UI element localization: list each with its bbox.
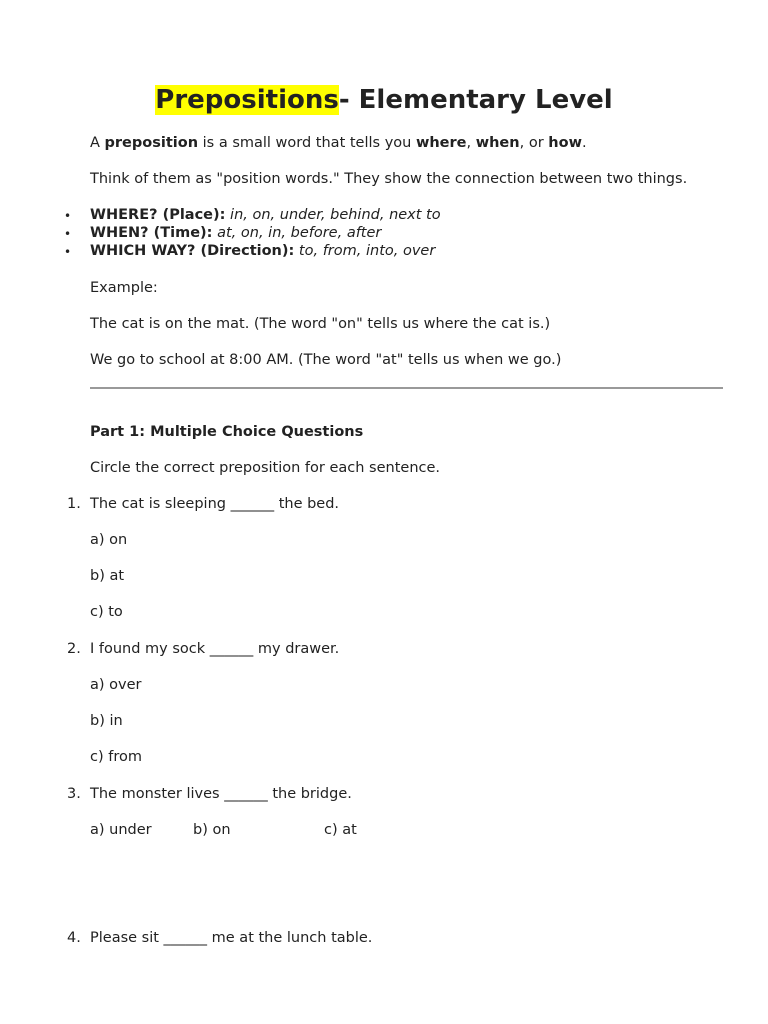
bullet-marker: •	[64, 209, 72, 223]
question-2-option-c: c) from	[90, 749, 142, 765]
part1-heading: Part 1: Multiple Choice Questions	[90, 424, 364, 440]
bullet-which-way	[90, 242, 435, 260]
bullet-where	[90, 206, 441, 224]
intro-text: , or	[519, 135, 549, 151]
question-1-option-c: c) to	[90, 604, 123, 620]
section-divider	[90, 387, 723, 389]
bullet-label: WHERE? (Place):	[90, 207, 226, 223]
bullet-label: WHEN? (Time):	[90, 225, 213, 241]
intro-text: A	[90, 135, 105, 151]
example-line-2: We go to school at 8:00 AM. (The word "at" tells us when we go.)	[90, 352, 562, 368]
bullet-label: WHICH WAY? (Direction):	[90, 243, 295, 259]
intro-term: preposition	[104, 135, 199, 151]
question-2-option-b: b) in	[90, 713, 123, 729]
question-2-text: I found my sock ______ my drawer.	[90, 641, 340, 657]
bullet-examples: in, on, under, behind, next to	[230, 207, 441, 223]
intro-where: where	[415, 135, 467, 151]
intro-paragraph: Think of them as "position words." They show the connection between two things.	[90, 171, 688, 187]
example-line-1: The cat is on the mat. (The word "on" tells us where the cat is.)	[90, 316, 551, 332]
question-3-option-b: b) on	[193, 822, 231, 838]
bullet-examples: at, on, in, before, after	[217, 225, 382, 241]
intro-text: ,	[466, 135, 476, 151]
intro-definition	[90, 134, 587, 152]
intro-how: how	[548, 135, 582, 151]
page-title	[0, 83, 768, 117]
bullet-examples: to, from, into, over	[298, 243, 436, 259]
intro-when: when	[475, 135, 520, 151]
title-highlight: Prepositions	[155, 85, 339, 115]
question-3-option-c: c) at	[324, 822, 357, 838]
example-heading: Example:	[90, 280, 158, 296]
question-number: 3.	[67, 786, 81, 802]
intro-text: is a small word that tells you	[198, 135, 416, 151]
question-2-option-a: a) over	[90, 677, 142, 693]
bullet-marker: •	[64, 227, 72, 241]
question-1-option-a: a) on	[90, 532, 128, 548]
question-4-text: Please sit ______ me at the lunch table.	[90, 930, 373, 946]
bullet-marker: •	[64, 245, 72, 259]
question-3-text: The monster lives ______ the bridge.	[90, 786, 352, 802]
question-3-option-a: a) under	[90, 822, 152, 838]
question-number: 4.	[67, 930, 81, 946]
question-number: 1.	[67, 496, 81, 512]
question-1-text: The cat is sleeping ______ the bed.	[90, 496, 340, 512]
title-rest: - Elementary Level	[338, 85, 613, 115]
bullet-when	[90, 224, 381, 242]
question-1-option-b: b) at	[90, 568, 125, 584]
part1-instruction: Circle the correct preposition for each sentence.	[90, 460, 441, 476]
intro-text: .	[581, 135, 587, 151]
question-number: 2.	[67, 641, 81, 657]
